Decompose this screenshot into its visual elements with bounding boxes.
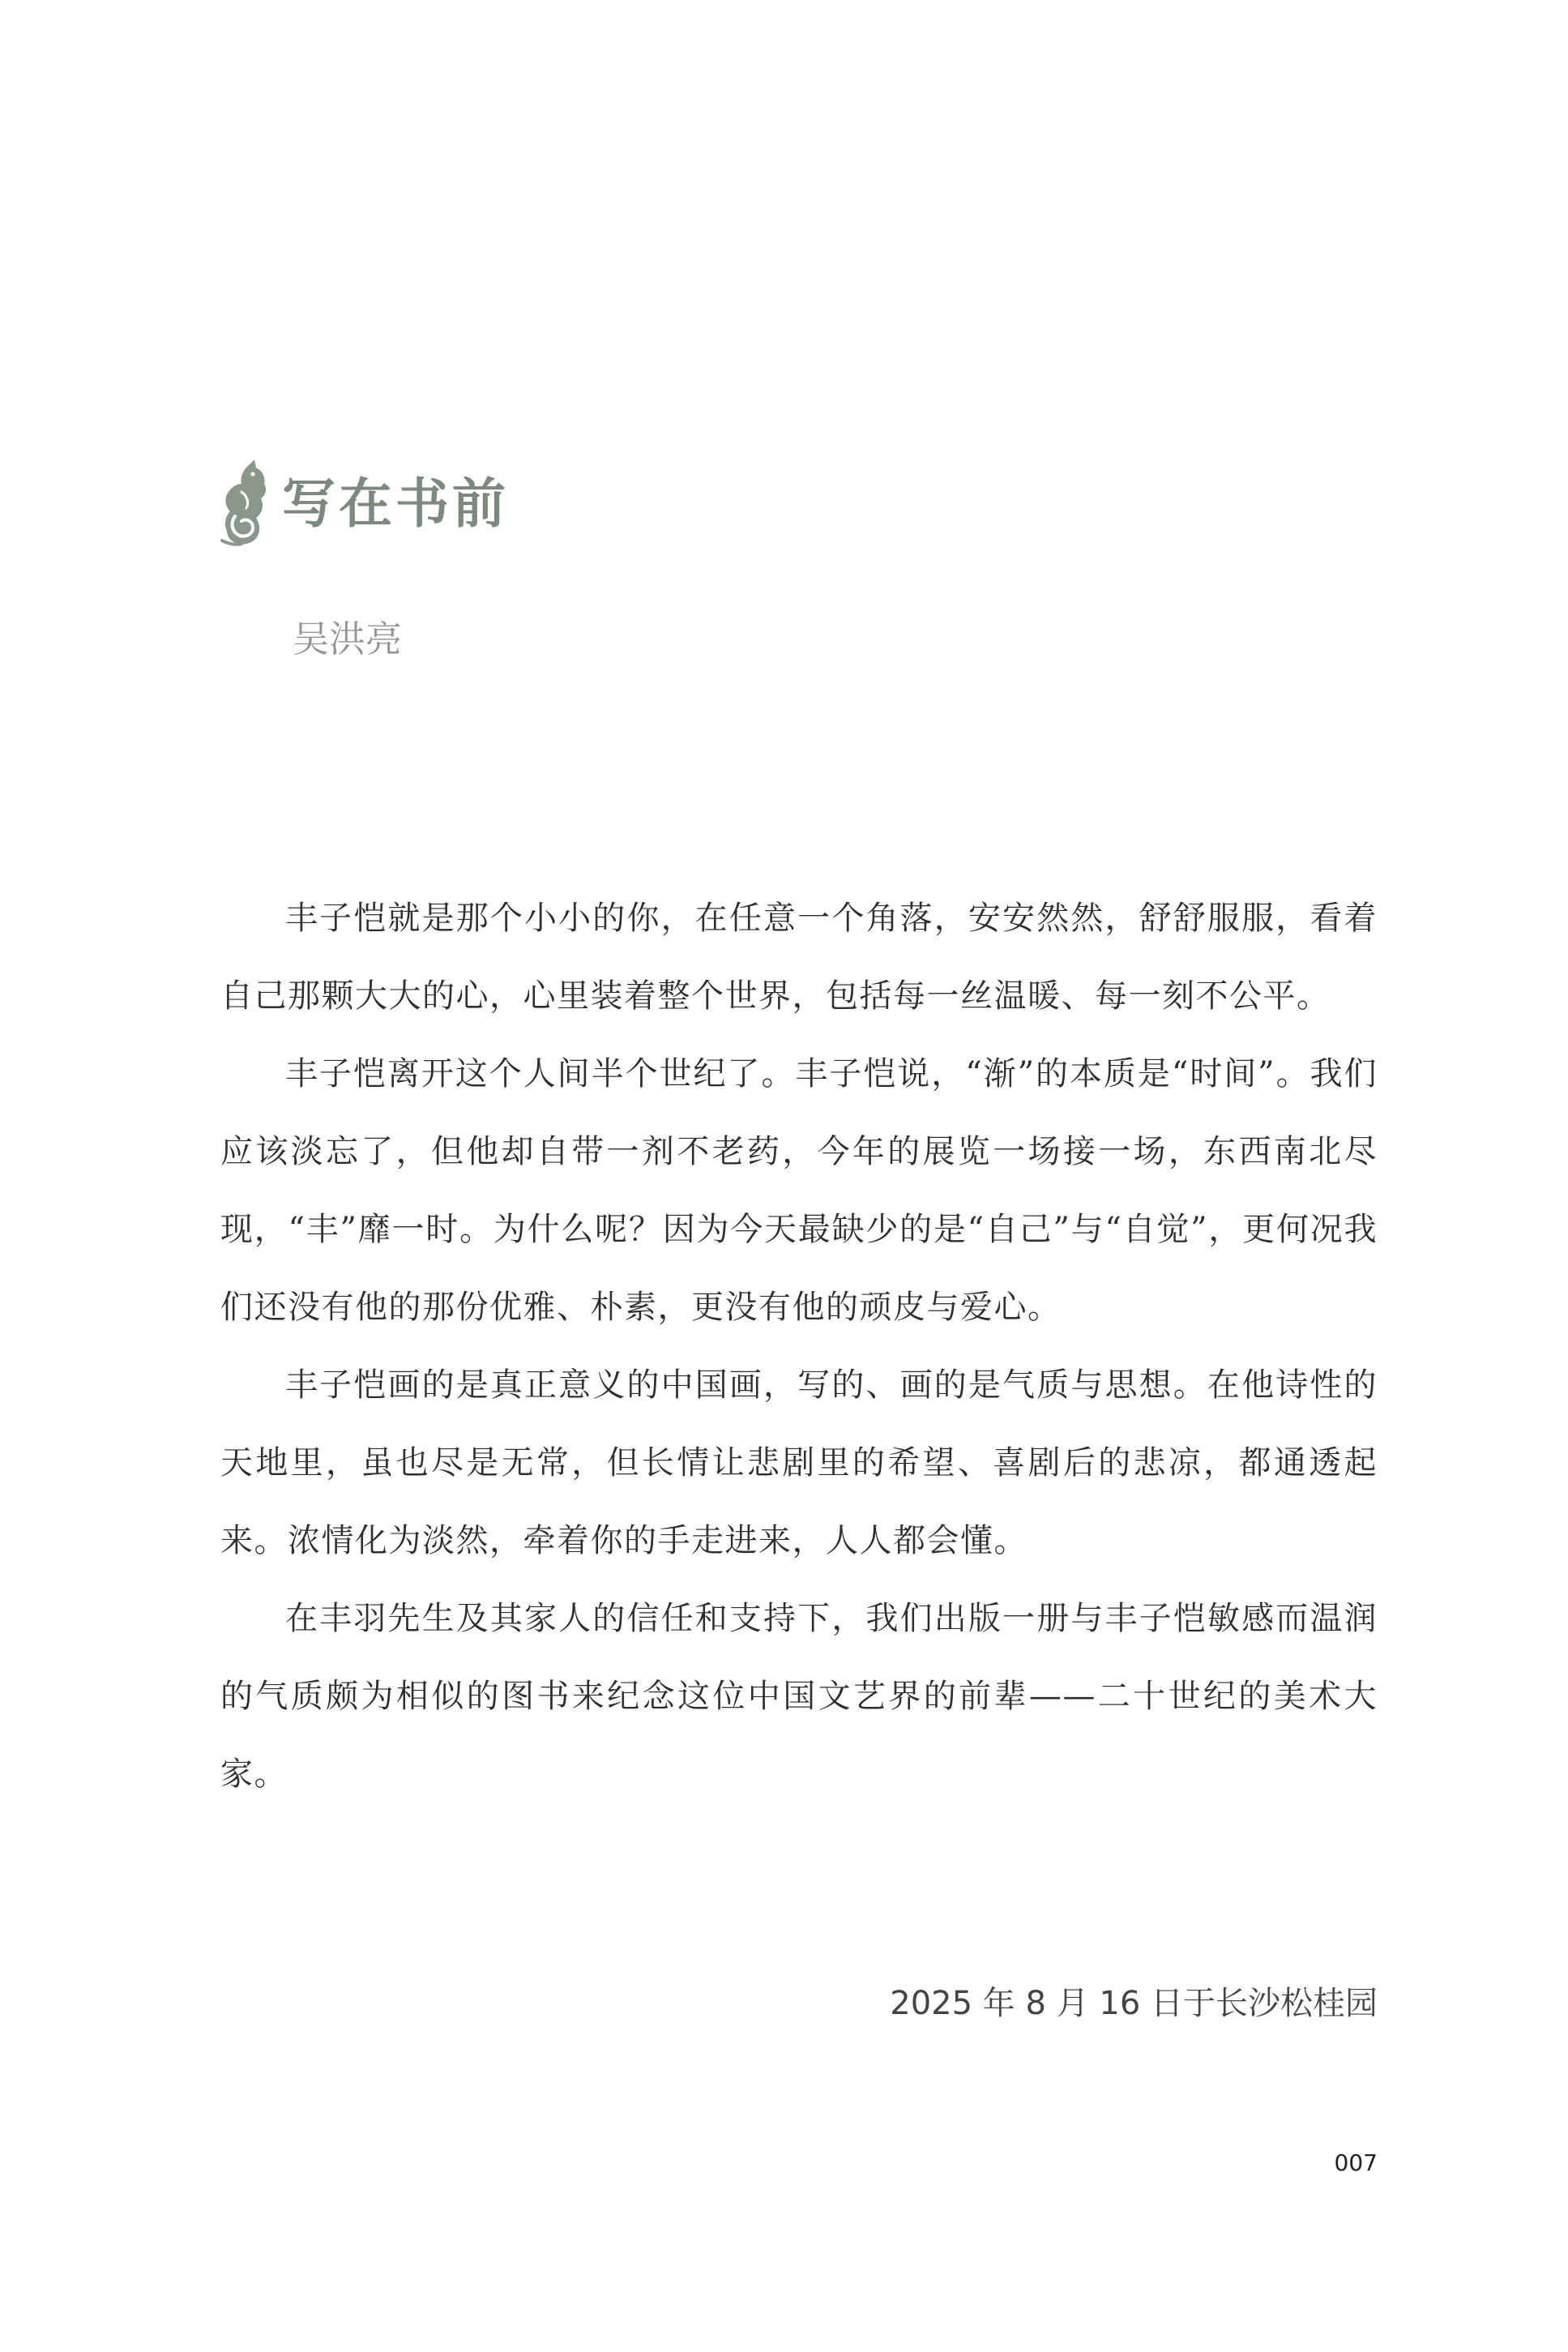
chapter-title: 写在书前 [282,472,509,535]
body-text [220,879,1378,1813]
cat-emblem-icon [217,460,271,547]
page-number: 007 [1334,2149,1378,2176]
chapter-heading [217,459,509,548]
author-name: 吴洪亮 [293,618,403,661]
paragraph: 丰子恺就是那个小小的你，在任意一个角落，安安然然，舒舒服服，看着自己那颗大大的心，心里装着整个世界，包括每一丝温暖、每一刻不公平。 [220,900,1378,1015]
paragraph: 丰子恺画的是真正意义的中国画，写的、画的是气质与思想。在他诗性的天地里，虽也尽是无常，但长情让悲剧里的希望、喜剧后的悲凉，都通透起来。浓情化为淡然，牵着你的手走进来，人人都会懂。 [220,1366,1378,1559]
paragraph: 在丰羽先生及其家人的信任和支持下，我们出版一册与丰子恺敏感而温润的气质颇为相似的图书来纪念这位中国文艺界的前辈——二十世纪的美术大家。 [220,1600,1378,1793]
date-place-signoff: 2025 年 8 月 16 日于长沙松桂园 [890,1985,1378,2022]
paragraph: 丰子恺离开这个人间半个世纪了。丰子恺说，“渐”的本质是“时间”。我们应该淡忘了，但他却自带一剂不老药，今年的展览一场接一场，东西南北尽现，“丰”靡一时。为什么呢？因为今天最缺少的是“自己”与“自觉”，更何况我们还没有他的那份优雅、朴素，更没有他的顽皮与爱心。 [220,1055,1378,1326]
